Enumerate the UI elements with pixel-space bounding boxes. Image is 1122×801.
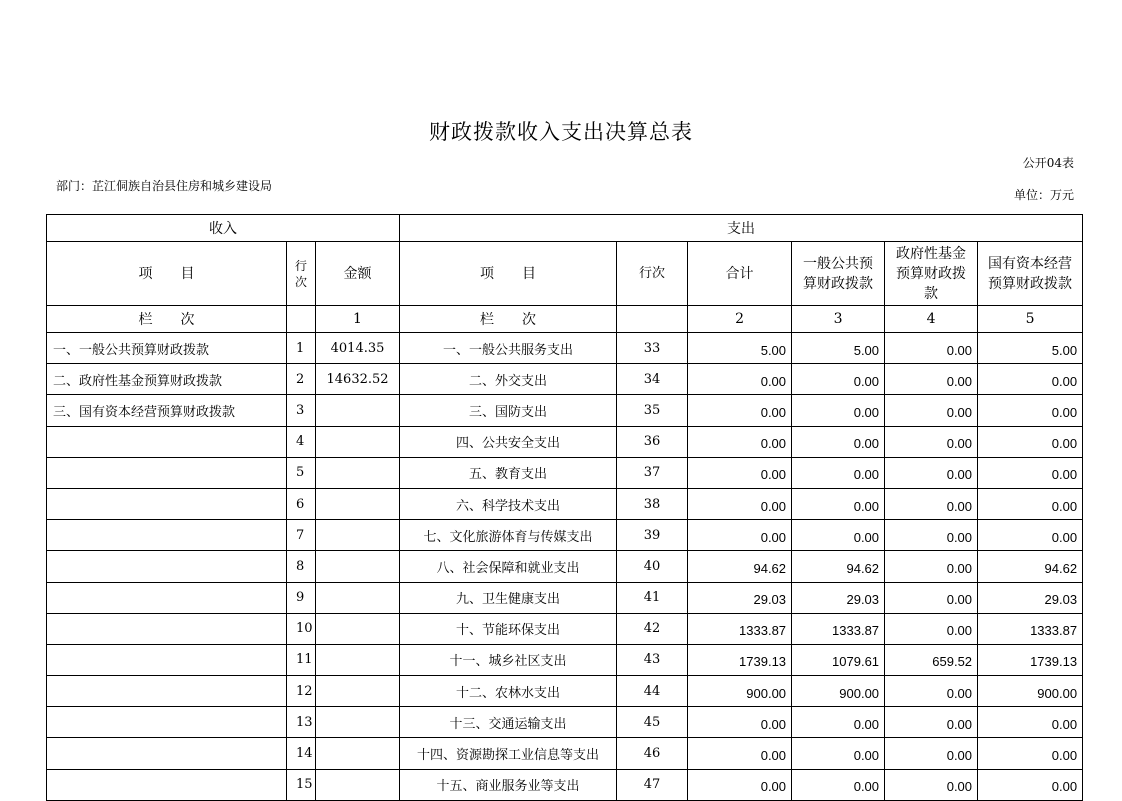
expense-row-no-cell: 40 (617, 551, 688, 582)
fund-budget-cell: 0.00 (885, 395, 978, 426)
table-row (47, 333, 1083, 364)
expense-item-cell: 三、国防支出 (400, 395, 617, 426)
income-item-header: 项 目 (47, 242, 287, 306)
income-amount-cell (316, 426, 400, 457)
table-row (47, 707, 1083, 738)
income-amount-cell (316, 457, 400, 488)
income-amount-cell (316, 395, 400, 426)
unit-label: 单位：万元 (1013, 188, 1074, 202)
income-amount-cell (316, 551, 400, 582)
fund-budget-cell: 0.00 (885, 613, 978, 644)
state-capital-cell: 29.03 (978, 582, 1083, 613)
general-budget-cell: 94.62 (792, 551, 885, 582)
income-item-cell (47, 613, 287, 644)
expense-item-cell: 八、社会保障和就业支出 (400, 551, 617, 582)
income-row-no-cell: 1 (287, 333, 316, 364)
income-amount-cell (316, 520, 400, 551)
expense-column-label: 栏 次 (400, 306, 617, 333)
income-header: 收入 (47, 215, 400, 242)
expense-item-cell: 十五、商业服务业等支出 (400, 769, 617, 800)
state-capital-cell: 0.00 (978, 426, 1083, 457)
expense-item-cell: 六、科学技术支出 (400, 488, 617, 519)
expense-row-no-cell: 46 (617, 738, 688, 769)
income-row-no-cell: 15 (287, 769, 316, 800)
total-cell: 0.00 (688, 395, 792, 426)
state-capital-cell: 5.00 (978, 333, 1083, 364)
state-capital-cell: 900.00 (978, 676, 1083, 707)
department-label: 部门：芷江侗族自治县住房和城乡建设局 (56, 179, 273, 193)
income-row-no-cell: 6 (287, 488, 316, 519)
income-item-cell: 三、国有资本经营预算财政拨款 (47, 395, 287, 426)
state-capital-cell: 0.00 (978, 457, 1083, 488)
total-header: 合计 (688, 242, 792, 306)
expense-item-cell: 七、文化旅游体育与传媒支出 (400, 520, 617, 551)
budget-summary-table (46, 214, 1083, 801)
form-code: 公开04表 (1022, 156, 1074, 170)
income-row-no-cell: 11 (287, 644, 316, 675)
general-budget-cell: 1079.61 (792, 644, 885, 675)
expense-row-no-cell: 47 (617, 769, 688, 800)
section-header-row (47, 215, 1083, 242)
general-budget-header: 一般公共预算财政拨款 (792, 242, 885, 306)
table-row (47, 364, 1083, 395)
table-row (47, 488, 1083, 519)
general-budget-cell: 0.00 (792, 520, 885, 551)
total-cell: 1739.13 (688, 644, 792, 675)
fund-budget-cell: 659.52 (885, 644, 978, 675)
income-amount-cell (316, 644, 400, 675)
table-row (47, 426, 1083, 457)
income-item-cell (47, 582, 287, 613)
expense-item-cell: 一、一般公共服务支出 (400, 333, 617, 364)
general-budget-cell: 0.00 (792, 395, 885, 426)
state-capital-header: 国有资本经营预算财政拨款 (978, 242, 1083, 306)
state-capital-cell: 0.00 (978, 395, 1083, 426)
fund-budget-cell: 0.00 (885, 364, 978, 395)
expense-row-no-cell: 44 (617, 676, 688, 707)
expense-column-blank (617, 306, 688, 333)
income-amount-cell (316, 769, 400, 800)
total-cell: 29.03 (688, 582, 792, 613)
general-budget-cell: 0.00 (792, 738, 885, 769)
state-capital-cell: 1333.87 (978, 613, 1083, 644)
expense-item-cell: 二、外交支出 (400, 364, 617, 395)
general-budget-cell: 0.00 (792, 364, 885, 395)
total-cell: 0.00 (688, 738, 792, 769)
state-capital-cell: 94.62 (978, 551, 1083, 582)
column-header-row (47, 242, 1083, 306)
column-label: 栏 次 (47, 306, 287, 333)
total-cell: 94.62 (688, 551, 792, 582)
column-5: 5 (978, 306, 1083, 333)
total-cell: 0.00 (688, 769, 792, 800)
state-capital-cell: 0.00 (978, 769, 1083, 800)
income-item-cell (47, 520, 287, 551)
total-cell: 0.00 (688, 457, 792, 488)
general-budget-cell: 0.00 (792, 426, 885, 457)
total-cell: 900.00 (688, 676, 792, 707)
expense-row-no-cell: 42 (617, 613, 688, 644)
expense-row-no-cell: 35 (617, 395, 688, 426)
expense-item-cell: 十、节能环保支出 (400, 613, 617, 644)
expense-item-header: 项 目 (400, 242, 617, 306)
expense-item-cell: 九、卫生健康支出 (400, 582, 617, 613)
table-row (47, 395, 1083, 426)
state-capital-cell: 0.00 (978, 520, 1083, 551)
income-amount-cell (316, 676, 400, 707)
income-row-no-cell: 8 (287, 551, 316, 582)
table-row (47, 738, 1083, 769)
fund-budget-cell: 0.00 (885, 676, 978, 707)
fund-budget-cell: 0.00 (885, 520, 978, 551)
income-item-cell (47, 707, 287, 738)
table-row (47, 520, 1083, 551)
expense-row-no-cell: 39 (617, 520, 688, 551)
income-row-no-header: 行次 (287, 242, 316, 306)
state-capital-cell: 0.00 (978, 738, 1083, 769)
expense-row-no-cell: 33 (617, 333, 688, 364)
fund-budget-cell: 0.00 (885, 738, 978, 769)
income-item-cell (47, 769, 287, 800)
total-cell: 0.00 (688, 426, 792, 457)
fund-budget-cell: 0.00 (885, 333, 978, 364)
income-item-cell: 二、政府性基金预算财政拨款 (47, 364, 287, 395)
state-capital-cell: 0.00 (978, 488, 1083, 519)
column-blank (287, 306, 316, 333)
income-amount-cell (316, 613, 400, 644)
fund-budget-cell: 0.00 (885, 426, 978, 457)
income-row-no-cell: 5 (287, 457, 316, 488)
expense-row-no-header: 行次 (617, 242, 688, 306)
table-row (47, 457, 1083, 488)
state-capital-cell: 0.00 (978, 707, 1083, 738)
expense-row-no-cell: 37 (617, 457, 688, 488)
income-item-cell (47, 738, 287, 769)
income-item-cell (47, 644, 287, 675)
fund-budget-cell: 0.00 (885, 551, 978, 582)
total-cell: 0.00 (688, 707, 792, 738)
income-amount-cell: 14632.52 (316, 364, 400, 395)
expense-item-cell: 十三、交通运输支出 (400, 707, 617, 738)
income-row-no-cell: 10 (287, 613, 316, 644)
fund-budget-cell: 0.00 (885, 582, 978, 613)
income-row-no-cell: 3 (287, 395, 316, 426)
income-row-no-cell: 14 (287, 738, 316, 769)
expense-item-cell: 四、公共安全支出 (400, 426, 617, 457)
table-row (47, 644, 1083, 675)
income-item-cell: 一、一般公共预算财政拨款 (47, 333, 287, 364)
general-budget-cell: 1333.87 (792, 613, 885, 644)
expense-row-no-cell: 36 (617, 426, 688, 457)
general-budget-cell: 29.03 (792, 582, 885, 613)
income-row-no-cell: 2 (287, 364, 316, 395)
income-amount-cell (316, 582, 400, 613)
amount-header: 金额 (316, 242, 400, 306)
column-3: 3 (792, 306, 885, 333)
table-row (47, 551, 1083, 582)
total-cell: 0.00 (688, 488, 792, 519)
table-row (47, 676, 1083, 707)
table-row (47, 613, 1083, 644)
report-title: 财政拨款收入支出决算总表 (429, 120, 693, 144)
income-item-cell (47, 426, 287, 457)
general-budget-cell: 0.00 (792, 769, 885, 800)
column-2: 2 (688, 306, 792, 333)
column-number-row (47, 306, 1083, 333)
total-cell: 1333.87 (688, 613, 792, 644)
fund-budget-cell: 0.00 (885, 457, 978, 488)
expense-row-no-cell: 38 (617, 488, 688, 519)
income-row-no-cell: 4 (287, 426, 316, 457)
income-row-no-cell: 12 (287, 676, 316, 707)
expense-row-no-cell: 41 (617, 582, 688, 613)
expense-header: 支出 (400, 215, 1083, 242)
income-item-cell (47, 488, 287, 519)
general-budget-cell: 0.00 (792, 707, 885, 738)
column-1: 1 (316, 306, 400, 333)
general-budget-cell: 0.00 (792, 457, 885, 488)
expense-item-cell: 十一、城乡社区支出 (400, 644, 617, 675)
total-cell: 0.00 (688, 520, 792, 551)
expense-row-no-cell: 34 (617, 364, 688, 395)
income-row-no-cell: 13 (287, 707, 316, 738)
expense-row-no-cell: 43 (617, 644, 688, 675)
income-row-no-cell: 9 (287, 582, 316, 613)
fund-budget-cell: 0.00 (885, 707, 978, 738)
table-row (47, 582, 1083, 613)
expense-item-cell: 五、教育支出 (400, 457, 617, 488)
expense-item-cell: 十二、农林水支出 (400, 676, 617, 707)
income-amount-cell: 4014.35 (316, 333, 400, 364)
state-capital-cell: 1739.13 (978, 644, 1083, 675)
fund-budget-cell: 0.00 (885, 769, 978, 800)
income-amount-cell (316, 488, 400, 519)
total-cell: 0.00 (688, 364, 792, 395)
fund-budget-header: 政府性基金预算财政拨款 (885, 242, 978, 306)
income-item-cell (47, 457, 287, 488)
income-amount-cell (316, 738, 400, 769)
state-capital-cell: 0.00 (978, 364, 1083, 395)
expense-row-no-cell: 45 (617, 707, 688, 738)
table-row (47, 769, 1083, 800)
column-4: 4 (885, 306, 978, 333)
income-item-cell (47, 676, 287, 707)
income-item-cell (47, 551, 287, 582)
fund-budget-cell: 0.00 (885, 488, 978, 519)
total-cell: 5.00 (688, 333, 792, 364)
general-budget-cell: 5.00 (792, 333, 885, 364)
general-budget-cell: 900.00 (792, 676, 885, 707)
income-amount-cell (316, 707, 400, 738)
general-budget-cell: 0.00 (792, 488, 885, 519)
expense-item-cell: 十四、资源勘探工业信息等支出 (400, 738, 617, 769)
income-row-no-cell: 7 (287, 520, 316, 551)
